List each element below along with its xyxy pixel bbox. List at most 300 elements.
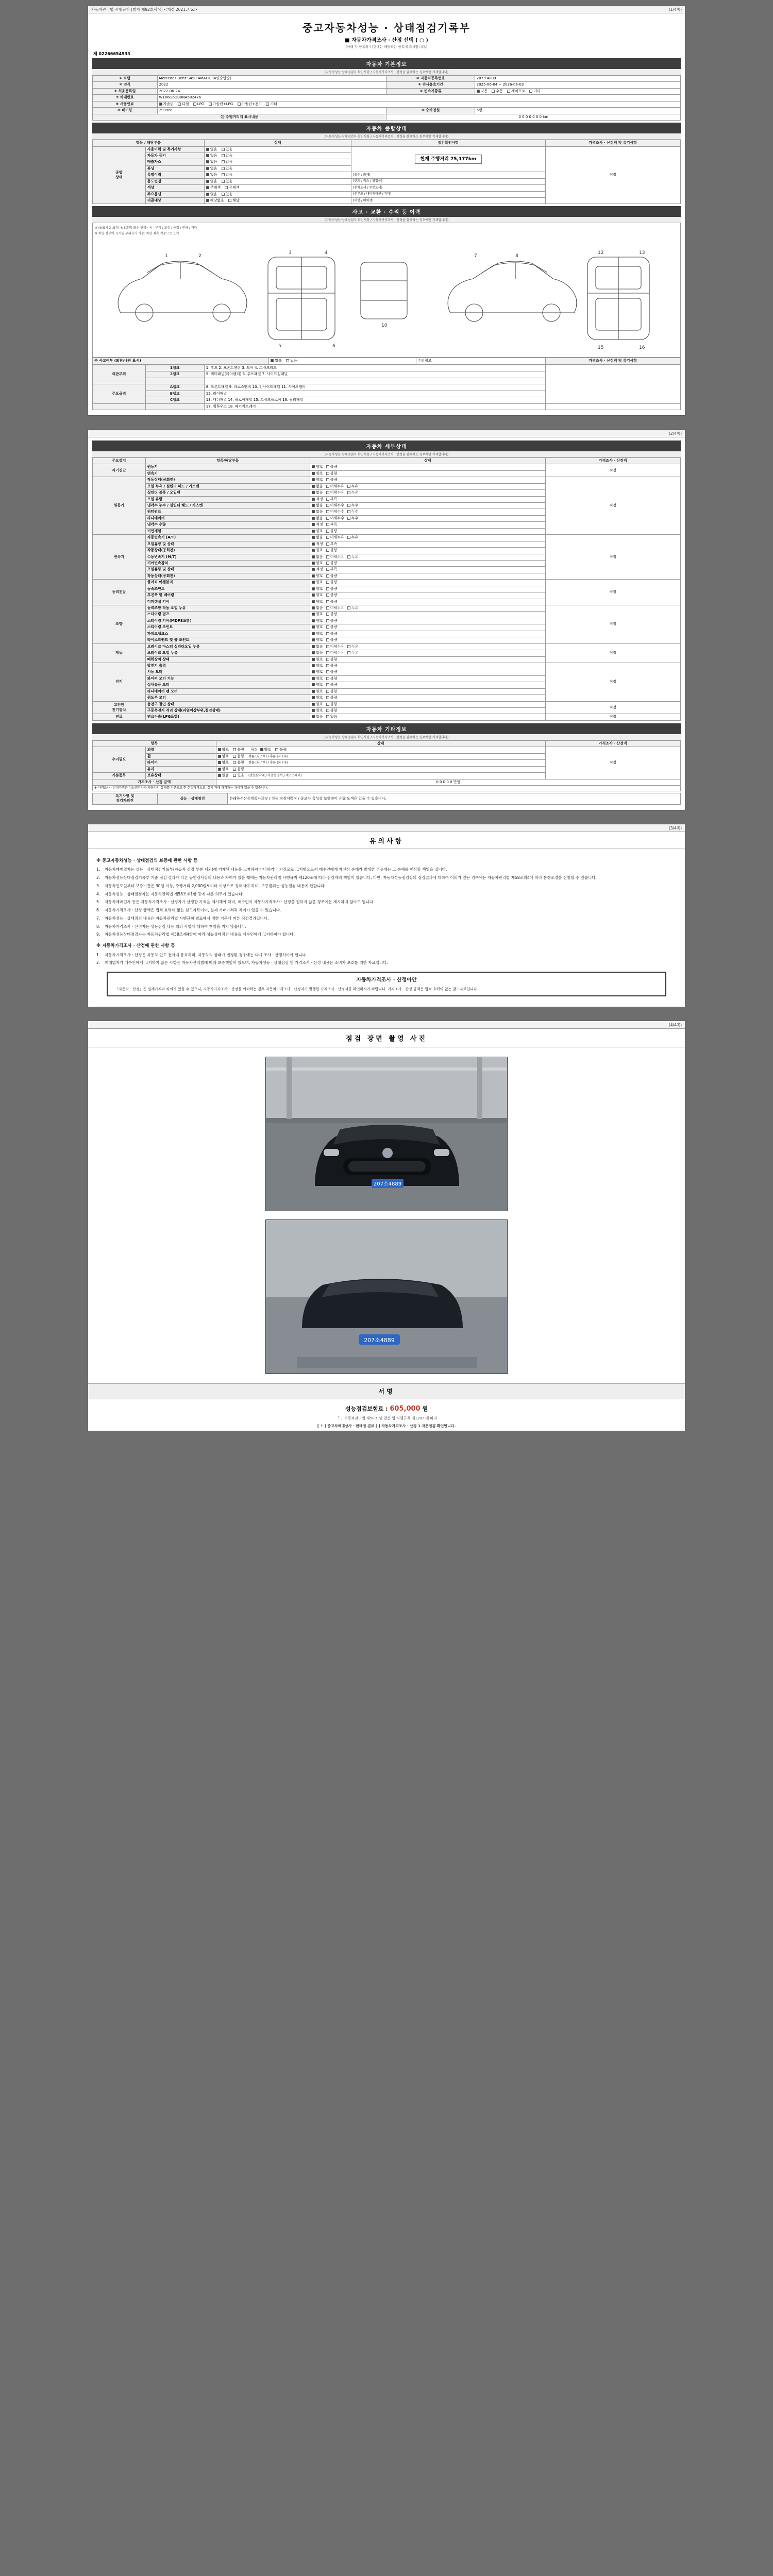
row-status	[204, 191, 351, 197]
table-header-row	[93, 740, 681, 747]
checkbox-icon[interactable]	[326, 619, 329, 622]
checkbox-icon[interactable]	[312, 594, 315, 597]
checkbox-icon[interactable]	[529, 90, 532, 93]
checkbox-icon[interactable]	[260, 748, 263, 751]
detail-item-label: 클러치 어셈블리	[145, 580, 310, 586]
transmission-option-manual[interactable]: 수동	[492, 89, 503, 94]
status-option[interactable]: 양호	[312, 471, 323, 476]
status-option[interactable]: 미세누유	[326, 645, 344, 649]
status-option[interactable]: 누수	[347, 503, 359, 508]
panel-items: 8. 프론트패널 9. 크로스멤버 10. 인사이드패널 11. 사이드멤버	[204, 384, 545, 391]
status-option[interactable]: 양호	[312, 561, 323, 566]
row-status	[204, 159, 351, 165]
checkbox-icon[interactable]	[312, 491, 315, 494]
status-option[interactable]: 미세누유	[326, 490, 344, 495]
checkbox-icon[interactable]	[312, 619, 315, 622]
checkbox-icon[interactable]	[312, 638, 315, 641]
status-option[interactable]: 불량	[233, 754, 244, 759]
status-option[interactable]: 부족	[326, 522, 338, 527]
row-label: 용도변경	[145, 178, 204, 184]
checkbox-icon[interactable]	[222, 160, 225, 163]
status-option[interactable]: 미세누수	[326, 516, 344, 521]
checkbox-icon[interactable]	[312, 581, 315, 584]
checkbox-icon[interactable]	[312, 709, 315, 712]
status-option[interactable]: 없음	[222, 160, 233, 164]
status-option[interactable]: 없음	[312, 503, 323, 508]
status-option[interactable]: 불량	[326, 600, 338, 604]
status-option[interactable]: 불량	[326, 632, 338, 636]
status-option[interactable]: 양호	[312, 689, 323, 694]
checkbox-icon[interactable]	[312, 715, 315, 718]
status-option[interactable]: 없음	[312, 510, 323, 514]
list-item: 1. 자동차가격조사 · 산정은 자동차 인도 전까지 유효하며, 자동차의 상태가 변경된 경우에는 다시 조사 · 산정하여야 합니다.	[96, 952, 308, 957]
checkbox-icon[interactable]	[233, 755, 236, 758]
status-option[interactable]: 양호	[312, 619, 323, 623]
checkbox-icon[interactable]	[326, 709, 329, 712]
status-option[interactable]: 미세누유	[326, 651, 344, 655]
status-option[interactable]: 불량	[326, 478, 338, 482]
checkbox-icon[interactable]	[312, 690, 315, 693]
status-option[interactable]: 없음	[312, 555, 323, 560]
status-option[interactable]: 불량	[326, 465, 338, 469]
status-option[interactable]: 불량	[326, 580, 338, 585]
checkbox-icon[interactable]	[206, 193, 209, 196]
checkbox-icon[interactable]	[206, 199, 209, 202]
checkbox-icon[interactable]	[206, 173, 209, 176]
checkbox-icon[interactable]	[206, 154, 209, 157]
panel-items: 1. 후드 2. 프론트펜더 3. 도어 4. 트렁크리드	[204, 365, 545, 371]
status-option[interactable]: 없음	[312, 490, 323, 495]
checkbox-icon[interactable]	[326, 568, 329, 571]
checkbox-icon[interactable]	[347, 485, 350, 488]
checkbox-icon[interactable]	[228, 199, 231, 202]
status-option[interactable]: 없음	[206, 173, 217, 177]
status-option[interactable]: 불량	[326, 593, 338, 598]
detail-item-status	[310, 605, 545, 612]
status-option[interactable]: 미세누수	[326, 503, 344, 508]
status-option[interactable]: 없음	[218, 773, 229, 778]
detail-item-status	[310, 663, 545, 669]
form-reference-4	[91, 1022, 92, 1028]
checkbox-icon[interactable]	[326, 517, 329, 520]
status-option[interactable]: 있음	[222, 154, 233, 158]
status-option[interactable]: 없음	[312, 715, 323, 719]
fuel-option-gasoline-lpg[interactable]: 가솔린+LPG	[209, 102, 233, 107]
checkbox-icon[interactable]	[312, 587, 315, 590]
checkbox-icon[interactable]	[326, 472, 329, 475]
status-option[interactable]: 불량	[326, 574, 338, 579]
status-option[interactable]: 양호	[312, 465, 323, 469]
status-option[interactable]: 불량	[326, 696, 338, 700]
status-option[interactable]: 양호	[218, 767, 229, 772]
checkbox-icon[interactable]	[312, 549, 315, 552]
status-option[interactable]: 양호	[218, 754, 229, 759]
status-option[interactable]: 불량	[326, 619, 338, 623]
checkbox-icon[interactable]	[312, 658, 315, 661]
label-reg-no: ② 자동차등록번호	[386, 76, 475, 82]
checkbox-icon[interactable]	[275, 748, 278, 751]
status-option[interactable]: 있음	[222, 166, 233, 171]
car-diagram-row	[95, 236, 678, 355]
status-option[interactable]: 불량	[326, 683, 338, 687]
status-option[interactable]: 없음	[312, 484, 323, 489]
status-option[interactable]: 불량	[326, 625, 338, 630]
status-option[interactable]: 불량	[326, 664, 338, 668]
status-option[interactable]: 불량	[326, 561, 338, 566]
status-option[interactable]: 양호	[312, 478, 323, 482]
status-option[interactable]: 불량	[326, 676, 338, 681]
status-option[interactable]: 없음	[312, 535, 323, 540]
status-option[interactable]: 없음	[312, 645, 323, 649]
checkbox-icon[interactable]	[159, 103, 162, 106]
status-option[interactable]: 부족	[326, 567, 338, 572]
checkbox-icon[interactable]	[206, 186, 209, 189]
checkbox-icon[interactable]	[326, 485, 329, 488]
status-option[interactable]: 양호	[312, 676, 323, 681]
status-option[interactable]: 불량	[275, 748, 287, 752]
checkbox-icon[interactable]	[206, 167, 209, 170]
checkbox-icon[interactable]	[312, 696, 315, 699]
checkbox-icon[interactable]	[326, 651, 329, 654]
detail-item-status	[310, 688, 545, 694]
checkbox-icon[interactable]	[218, 768, 221, 771]
status-option[interactable]: 누유	[347, 645, 359, 649]
checkbox-icon[interactable]	[326, 555, 329, 558]
row-status	[204, 178, 351, 184]
checkbox-icon[interactable]	[326, 683, 329, 686]
checkbox-icon[interactable]	[326, 543, 329, 546]
checkbox-icon[interactable]	[312, 703, 315, 706]
status-option[interactable]: 불량	[326, 638, 338, 642]
detail-item-label: 구동축전지 격리 상태(과열이상부위,절연상태)	[145, 708, 310, 714]
status-option[interactable]: 해당없음	[206, 198, 224, 203]
fuel-option-gasoline-electric[interactable]: 가솔린+전기	[238, 102, 262, 107]
checkbox-icon[interactable]	[312, 568, 315, 571]
status-option[interactable]: 양호	[312, 612, 323, 617]
status-option[interactable]: 있음	[222, 179, 233, 184]
status-option[interactable]: 미세누유	[326, 555, 344, 560]
checkbox-icon[interactable]	[326, 696, 329, 699]
checkbox-icon[interactable]	[347, 517, 350, 520]
checkbox-icon[interactable]	[218, 755, 221, 758]
checkbox-icon[interactable]	[233, 768, 236, 771]
status-option[interactable]: 불량	[326, 587, 338, 591]
status-option[interactable]: 양호	[312, 587, 323, 591]
checkbox-icon[interactable]	[206, 148, 209, 151]
checkbox-icon[interactable]	[312, 664, 315, 667]
checkbox-icon[interactable]	[222, 193, 225, 196]
checkbox-icon[interactable]	[233, 774, 236, 777]
status-option[interactable]: 양호	[312, 657, 323, 662]
checkbox-icon[interactable]	[312, 517, 315, 520]
fuel-option-gasoline[interactable]: 가솔린	[159, 102, 174, 107]
checkbox-icon[interactable]	[312, 555, 315, 558]
checkbox-icon[interactable]	[238, 103, 241, 106]
checkbox-icon[interactable]	[326, 574, 329, 578]
checkbox-icon[interactable]	[312, 645, 315, 648]
status-option[interactable]: 불량	[326, 548, 338, 553]
checkbox-icon[interactable]	[222, 154, 225, 157]
checkbox-icon[interactable]	[326, 562, 329, 565]
status-option[interactable]: 불량	[326, 471, 338, 476]
checkbox-icon[interactable]	[326, 536, 329, 539]
checkbox-icon[interactable]	[218, 774, 221, 777]
checkbox-icon[interactable]	[326, 478, 329, 481]
status-option[interactable]: 불량	[326, 657, 338, 662]
checkbox-icon[interactable]	[266, 103, 269, 106]
checkbox-icon[interactable]	[326, 581, 329, 584]
status-option[interactable]: 양호	[312, 696, 323, 700]
detail-item-label: 실린더 블록 / 오일팬	[145, 490, 310, 496]
checkbox-icon[interactable]	[193, 103, 196, 106]
checkbox-icon[interactable]	[312, 625, 315, 629]
fuel-option-other[interactable]: 기타	[266, 102, 277, 107]
status-option[interactable]: 양호	[260, 748, 272, 752]
label-total-price: 가격조사 · 산정 금액	[93, 779, 216, 785]
status-option[interactable]: 유채색	[225, 185, 239, 190]
status-option[interactable]: 양호	[312, 670, 323, 674]
checkbox-icon[interactable]	[326, 504, 329, 507]
checkbox-icon[interactable]	[326, 530, 329, 533]
status-option[interactable]: 불량	[326, 702, 338, 707]
status-option[interactable]: 부족	[326, 542, 338, 547]
status-option[interactable]: 없음	[206, 154, 217, 158]
checkbox-icon[interactable]	[312, 523, 315, 526]
status-option[interactable]: 양호	[312, 702, 323, 707]
status-option[interactable]: 양호	[312, 683, 323, 687]
label-accident-price-note: 가격조사 · 산정액 및 특기사항	[545, 358, 680, 364]
status-option[interactable]: 있음	[206, 160, 217, 164]
transmission-option-semi[interactable]: 세미오토	[507, 89, 525, 94]
status-option[interactable]: 미세누유	[326, 535, 344, 540]
status-option[interactable]: 없음	[206, 166, 217, 171]
accident-option-yes[interactable]: 있음	[286, 359, 297, 363]
detail-item-status	[310, 682, 545, 688]
checkbox-icon[interactable]	[225, 186, 228, 189]
status-option[interactable]: 없음	[312, 516, 323, 521]
status-option[interactable]: 있음	[326, 715, 338, 719]
fuel-option-lpg[interactable]: LPG	[193, 102, 205, 107]
checkbox-icon[interactable]	[233, 748, 236, 751]
status-option[interactable]: 미세누유	[326, 606, 344, 611]
checkbox-icon[interactable]	[312, 632, 315, 635]
header-check: 점검확인사항	[351, 140, 546, 146]
status-option[interactable]: 양호	[218, 748, 229, 752]
row-detail: 전륜 (좌 / 우) / 후륜 (좌 / 우)	[248, 754, 289, 758]
checkbox-icon[interactable]	[312, 530, 315, 533]
form-reference-2	[91, 431, 92, 436]
status-option[interactable]: 부족	[326, 497, 338, 502]
checkbox-icon[interactable]	[312, 683, 315, 686]
checkbox-icon[interactable]	[233, 761, 236, 764]
checkbox-icon[interactable]	[222, 148, 225, 151]
panel-rank: C랭크	[145, 397, 204, 403]
checkbox-icon[interactable]	[326, 498, 329, 501]
status-option[interactable]: 양호	[312, 593, 323, 598]
checkbox-icon[interactable]	[326, 703, 329, 706]
transmission-option-auto[interactable]: 자동	[477, 89, 488, 94]
checkbox-icon[interactable]	[347, 651, 350, 654]
status-option[interactable]: 양호	[312, 708, 323, 713]
checkbox-icon[interactable]	[312, 613, 315, 616]
checkbox-icon[interactable]	[326, 600, 329, 603]
status-option[interactable]: 누유	[347, 535, 359, 540]
checkbox-icon[interactable]	[326, 491, 329, 494]
checkbox-icon[interactable]	[326, 677, 329, 680]
checkbox-icon[interactable]	[222, 167, 225, 170]
checkbox-icon[interactable]	[312, 472, 315, 475]
status-option[interactable]: 불량	[326, 689, 338, 694]
status-option[interactable]: 양호	[312, 632, 323, 636]
checkbox-icon[interactable]	[326, 638, 329, 641]
checkbox-icon[interactable]	[326, 523, 329, 526]
detail-item-label: 실내송풍 모터	[145, 682, 310, 688]
status-option[interactable]: 있음	[233, 773, 244, 778]
status-option[interactable]: 누수	[347, 510, 359, 514]
label-special-inner: 성능 · 상태점검	[157, 793, 228, 805]
label-vin: ⑦ 차대번호	[93, 95, 158, 101]
checkbox-icon[interactable]	[326, 670, 329, 673]
checkbox-icon[interactable]	[326, 510, 329, 513]
checkbox-icon[interactable]	[326, 549, 329, 552]
checkbox-icon[interactable]	[347, 606, 350, 609]
checkbox-icon[interactable]	[312, 562, 315, 565]
status-option[interactable]: 누유	[347, 651, 359, 655]
status-option[interactable]: 없음	[312, 651, 323, 655]
checkbox-icon[interactable]	[347, 536, 350, 539]
status-option[interactable]: 없음	[312, 606, 323, 611]
checkbox-icon[interactable]	[312, 677, 315, 680]
svg-text:15: 15	[598, 345, 604, 351]
status-option[interactable]: 있음	[222, 147, 233, 152]
status-option[interactable]: 없음	[206, 147, 217, 152]
status-option[interactable]: 양호	[312, 580, 323, 585]
status-option[interactable]: 불량	[326, 529, 338, 534]
status-option[interactable]: 불량	[326, 670, 338, 674]
checkbox-icon[interactable]	[347, 504, 350, 507]
checkbox-icon[interactable]	[312, 510, 315, 513]
status-option[interactable]: 불량	[233, 748, 244, 752]
footer-note-1: 「 」자동차관리법 제58조 및 같은 법 시행규칙 제120조에 따라	[335, 1416, 438, 1421]
checkbox-icon[interactable]	[312, 478, 315, 481]
checkbox-icon[interactable]	[326, 690, 329, 693]
checkbox-icon[interactable]	[326, 632, 329, 635]
value-inspection-period: 2025-06-04 ~ 2026-06-03	[475, 82, 680, 88]
detail-item-status	[310, 701, 545, 707]
row-label: 유리	[145, 766, 216, 772]
status-option[interactable]: 양호	[312, 600, 323, 604]
checkbox-icon[interactable]	[326, 594, 329, 597]
checkbox-icon[interactable]	[347, 491, 350, 494]
checkbox-icon[interactable]	[218, 761, 221, 764]
status-option[interactable]: 적정	[312, 542, 323, 547]
checkbox-icon[interactable]	[326, 645, 329, 648]
sheet4-topbar	[88, 1021, 685, 1029]
transmission-option-other[interactable]: 기타	[529, 89, 541, 94]
checkbox-icon[interactable]	[326, 613, 329, 616]
checkbox-icon[interactable]	[326, 606, 329, 609]
fuel-option-diesel[interactable]: 디젤	[178, 102, 189, 107]
checkbox-icon[interactable]	[312, 465, 315, 468]
status-option[interactable]: 누수	[347, 516, 359, 521]
status-option[interactable]: 적정	[312, 567, 323, 572]
status-option[interactable]: 누유	[347, 484, 359, 489]
checkbox-icon[interactable]	[326, 465, 329, 468]
checkbox-icon[interactable]	[222, 173, 225, 176]
checkbox-icon[interactable]	[218, 748, 221, 751]
status-option[interactable]: 양호	[312, 664, 323, 668]
status-option[interactable]: 적정	[312, 522, 323, 527]
checkbox-icon[interactable]	[326, 664, 329, 667]
checkbox-icon[interactable]	[347, 555, 350, 558]
status-option[interactable]: 적정	[312, 497, 323, 502]
checkbox-icon[interactable]	[178, 103, 181, 106]
checkbox-icon[interactable]	[222, 180, 225, 183]
status-option[interactable]: 양호	[218, 760, 229, 765]
checkbox-icon[interactable]	[326, 587, 329, 590]
status-option[interactable]: 없음	[206, 192, 217, 197]
checkbox-icon[interactable]	[312, 498, 315, 501]
checkbox-icon[interactable]	[312, 536, 315, 539]
status-option[interactable]: 양호	[312, 529, 323, 534]
checkbox-icon[interactable]	[206, 180, 209, 183]
other-group-repair: 수리필요	[93, 747, 146, 773]
status-option[interactable]: 미세누수	[326, 510, 344, 514]
status-option[interactable]: 불량	[233, 760, 244, 765]
status-option[interactable]: 있음	[222, 173, 233, 177]
checkbox-icon[interactable]	[209, 103, 212, 106]
status-option[interactable]: 불량	[326, 612, 338, 617]
checkbox-icon[interactable]	[347, 645, 350, 648]
status-option[interactable]: 미세누유	[326, 484, 344, 489]
checkbox-icon[interactable]	[326, 715, 329, 718]
detail-item-status	[310, 612, 545, 618]
checkbox-icon[interactable]	[312, 504, 315, 507]
checkbox-icon[interactable]	[312, 600, 315, 603]
status-option[interactable]: 양호	[312, 625, 323, 630]
checkbox-icon[interactable]	[312, 670, 315, 673]
status-option[interactable]: 없음	[206, 179, 217, 184]
status-option[interactable]: 누유	[347, 490, 359, 495]
checkbox-icon[interactable]	[507, 90, 510, 93]
checkbox-icon[interactable]	[312, 574, 315, 578]
checkbox-icon[interactable]	[312, 651, 315, 654]
checkbox-icon[interactable]	[326, 658, 329, 661]
status-option[interactable]: 양호	[312, 574, 323, 579]
status-option[interactable]: 무채색	[206, 185, 221, 190]
checkbox-icon[interactable]	[312, 485, 315, 488]
status-option[interactable]: 불량	[326, 708, 338, 713]
checkbox-icon[interactable]	[312, 543, 315, 546]
checkbox-icon[interactable]	[312, 606, 315, 609]
checkbox-icon[interactable]	[477, 90, 480, 93]
status-option[interactable]: 누유	[347, 555, 359, 560]
row-label: 타이어	[145, 760, 216, 766]
status-option[interactable]: 양호	[312, 548, 323, 553]
checkbox-icon[interactable]	[326, 625, 329, 629]
status-option[interactable]: 불량	[233, 767, 244, 772]
status-option[interactable]: 있음	[222, 192, 233, 197]
checkbox-icon[interactable]	[206, 160, 209, 163]
checkbox-icon[interactable]	[347, 510, 350, 513]
accident-option-none[interactable]: 없음	[271, 359, 282, 363]
checkbox-icon[interactable]	[286, 359, 289, 362]
checkbox-icon[interactable]	[492, 90, 495, 93]
status-option[interactable]: 누유	[347, 606, 359, 611]
status-option[interactable]: 양호	[312, 638, 323, 642]
status-option[interactable]: 해당	[228, 198, 240, 203]
checkbox-icon[interactable]	[271, 359, 274, 362]
